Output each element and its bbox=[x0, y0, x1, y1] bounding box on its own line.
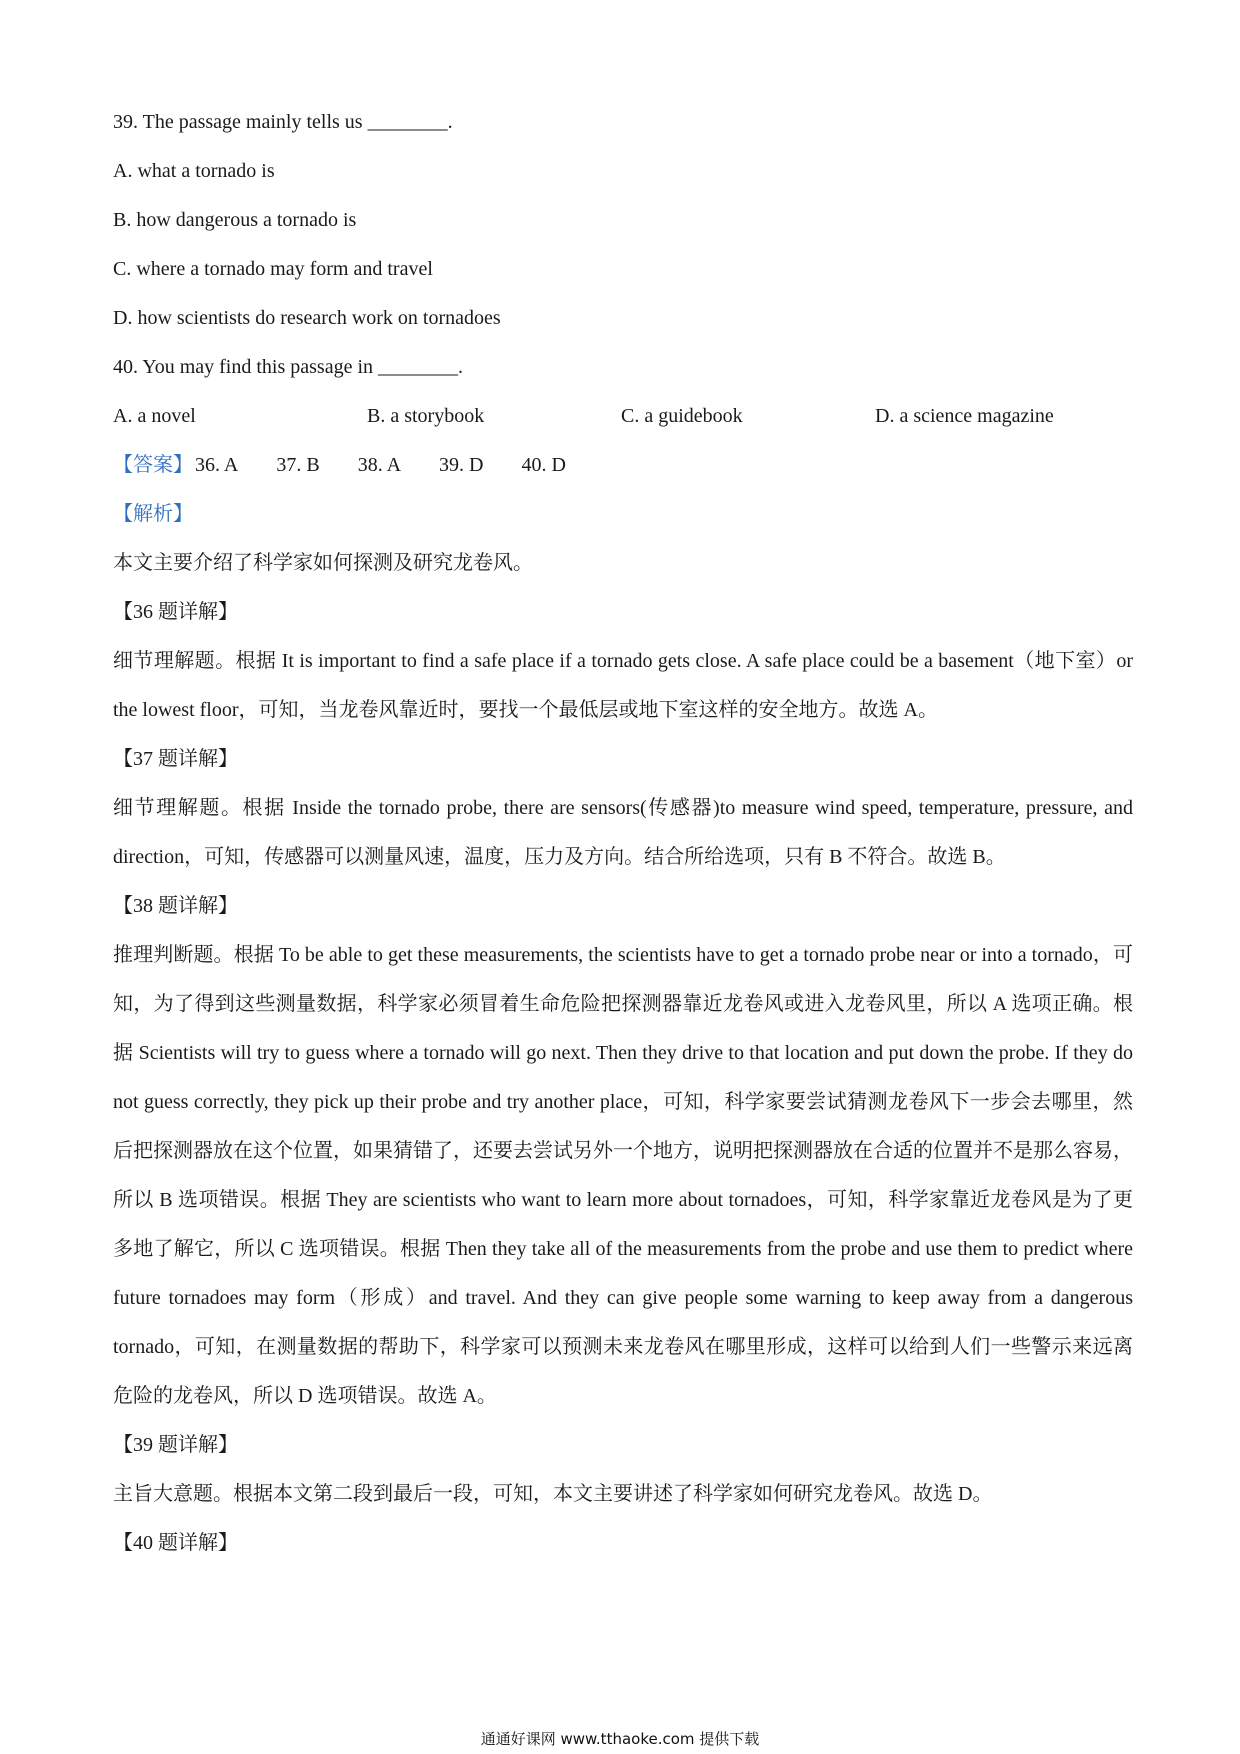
analysis-summary: 本文主要介绍了科学家如何探测及研究龙卷风。 bbox=[113, 552, 533, 574]
question-40-stem: 40. You may find this passage in ________. bbox=[113, 356, 463, 378]
question-40-option-b: B. a storybook bbox=[367, 405, 485, 427]
question-39-stem: 39. The passage mainly tells us ________. bbox=[113, 111, 453, 133]
question-39-option-b: B. how dangerous a tornado is bbox=[113, 209, 357, 231]
section-text-36: 细节理解题。根据 It is important to find a safe place if a tornado gets close. A safe place could be a basement（地下室）or the lowest floor，可知，当龙卷风靠近时，要找一个最低层或地下室这样的安全地方。故选 A。 bbox=[113, 650, 1133, 721]
answer-line bbox=[113, 441, 1133, 490]
question-40-option-d: D. a science magazine bbox=[875, 405, 1054, 427]
section-text-39: 主旨大意题。根据本文第二段到最后一段，可知，本文主要讲述了科学家如何研究龙卷风。故选 D。 bbox=[113, 1483, 993, 1505]
question-39-option-a: A. what a tornado is bbox=[113, 160, 275, 182]
answer-item: 37. B bbox=[276, 454, 320, 476]
section-text-38: 推理判断题。根据 To be able to get these measurements, the scientists have to get a tornado probe near or into a tornado，可知，为了得到这些测量数据，科学家必须冒着生命危险把探测器靠近龙卷风或进入龙卷风里，所以 A 选项正确。根据 Scientists will try to guess where a tornado will go next. Then they drive to that location and put down the probe. If they do not guess correctly, they pick up their probe and try another place，可知，科学家要尝试猜测龙卷风下一步会去哪里，然后把探测器放在这个位置，如果猜错了，还要去尝试另外一个地方，说明把探测器放在合适的位置并不是那么容易，所以 B 选项错误。根据 They are scientists who want to learn more about tornadoes，可知，科学家靠近龙卷风是为了更多地了解它，所以 C 选项错误。根据 Then they take all of the measurements from the probe and use them to predict where future tornadoes may form（形成）and travel. And they can give people some warning to keep away from a dangerous tornado，可知，在测量数据的帮助下，科学家可以预测未来龙卷风在哪里形成，这样可以给到人们一些警示来远离危险的龙卷风，所以 D 选项错误。故选 A。 bbox=[113, 944, 1133, 1407]
page-content bbox=[113, 98, 1133, 1568]
question-39-option-d: D. how scientists do research work on tornadoes bbox=[113, 307, 501, 329]
analysis-tag: 【解析】 bbox=[113, 503, 193, 525]
section-heading-36: 【36 题详解】 bbox=[113, 601, 238, 623]
question-40-option-c: C. a guidebook bbox=[621, 405, 743, 427]
section-heading-38: 【38 题详解】 bbox=[113, 895, 238, 917]
answer-tag: 【答案】 bbox=[113, 454, 193, 476]
answer-item: 40. D bbox=[521, 454, 566, 476]
section-heading-40: 【40 题详解】 bbox=[113, 1532, 238, 1554]
answer-item: 39. D bbox=[439, 454, 484, 476]
section-heading-37: 【37 题详解】 bbox=[113, 748, 238, 770]
answer-item: 36. A bbox=[195, 454, 239, 476]
answer-item: 38. A bbox=[357, 454, 402, 476]
question-39-option-c: C. where a tornado may form and travel bbox=[113, 258, 433, 280]
question-40-option-a: A. a novel bbox=[113, 405, 196, 427]
section-heading-39: 【39 题详解】 bbox=[113, 1434, 238, 1456]
section-text-37: 细节理解题。根据 Inside the tornado probe, there are sensors(传感器)to measure wind speed, temperature, pressure, and direction，可知，传感器可以测量风速，温度，压力及方向。结合所给选项，只有 B 不符合。故选 B。 bbox=[113, 797, 1133, 868]
question-40-options bbox=[113, 392, 1133, 441]
page-footer: 通通好课网 www.tthaoke.com 提供下载 bbox=[480, 1730, 760, 1748]
